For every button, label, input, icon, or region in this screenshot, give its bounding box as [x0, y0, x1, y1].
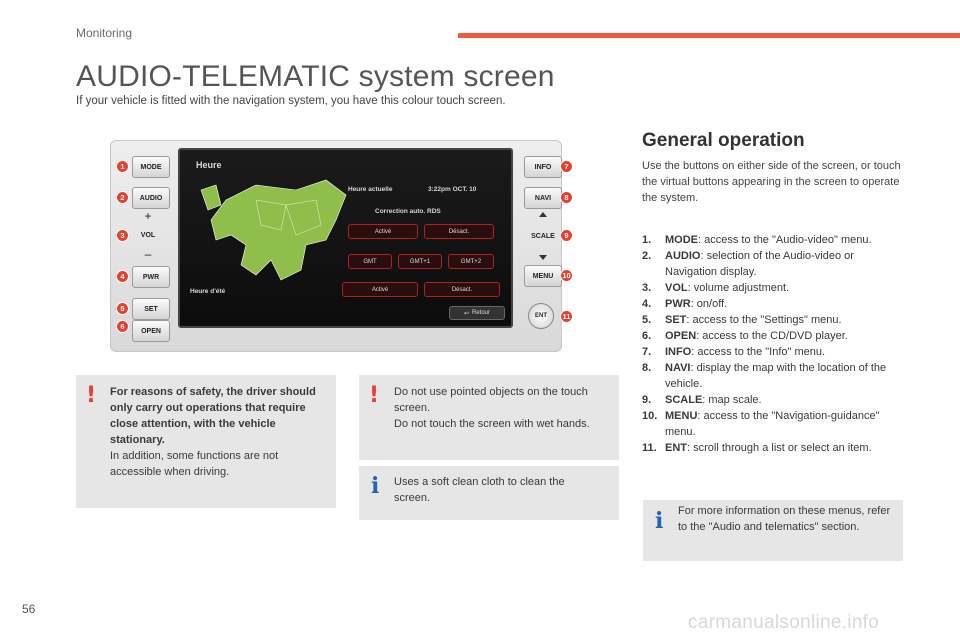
audio-button[interactable]: AUDIO — [132, 187, 170, 209]
set-button[interactable]: SET — [132, 298, 170, 320]
list-item: 3. VOL: volume adjustment. — [642, 282, 790, 294]
screen-row1-label: Heure actuelle — [348, 186, 393, 193]
cleaning-info-text: Uses a soft clean cloth to clean the screen. — [394, 476, 565, 504]
callout-badge: 6 — [116, 320, 129, 333]
cleaning-info-box — [359, 466, 619, 520]
screen-option-button[interactable]: Activé — [348, 224, 418, 239]
screen-option-button[interactable]: Désact. — [424, 282, 500, 297]
watermark: carmanualsonline.info — [688, 612, 880, 633]
list-item: 8. NAVI: display the map with the location of the vehicle. — [642, 362, 887, 390]
ent-knob[interactable]: ENT — [528, 303, 554, 329]
list-item: 2. AUDIO: selection of the Audio-video or Navigation display. — [642, 250, 854, 278]
callout-badge: 11 — [560, 310, 573, 323]
menu-button[interactable]: MENU — [524, 265, 562, 287]
screen-option-button[interactable]: GMT — [348, 254, 392, 269]
callout-badge: 1 — [116, 160, 129, 173]
scale-up-icon[interactable] — [539, 212, 547, 217]
header-accent-bar — [458, 33, 960, 38]
general-operation-heading: General operation — [642, 130, 805, 151]
info-icon: i — [371, 473, 380, 499]
screen-back-button[interactable] — [449, 306, 505, 320]
list-item: 9. SCALE: map scale. — [642, 394, 762, 406]
operation-list — [642, 232, 907, 456]
screen-option-button[interactable]: Activé — [342, 282, 418, 297]
list-item: 11. ENT: scroll through a list or select an item. — [642, 442, 872, 454]
safety-warning-text: In addition, some functions are not accessible when driving. — [110, 450, 279, 478]
vol-control[interactable] — [132, 210, 164, 260]
callout-badge: 4 — [116, 270, 129, 283]
europe-map-image — [186, 160, 351, 305]
vol-plus-icon[interactable]: + — [144, 209, 152, 223]
vol-minus-icon[interactable]: – — [144, 247, 152, 261]
screen-option-button[interactable]: GMT+1 — [398, 254, 442, 269]
scale-control[interactable] — [524, 212, 562, 260]
page-title: AUDIO-TELEMATIC system screen — [76, 60, 555, 93]
touch-warning-box — [359, 375, 619, 460]
warning-icon: ! — [86, 383, 97, 408]
list-item: 5. SET: access to the "Settings" menu. — [642, 314, 842, 326]
more-info-text: For more information on these menus, refer to the "Audio and telematics" section. — [678, 505, 891, 533]
callout-badge: 10 — [560, 269, 573, 282]
screen-back-label: Retour — [472, 310, 491, 316]
list-item: 10. MENU: access to the "Navigation-guidance" menu. — [642, 410, 880, 438]
callout-badge: 9 — [560, 229, 573, 242]
back-arrow-icon: ↩ — [463, 310, 469, 317]
callout-badge: 8 — [560, 191, 573, 204]
screen-option-button[interactable]: Désact. — [424, 224, 494, 239]
vol-label: VOL — [140, 231, 156, 239]
scale-label: SCALE — [531, 232, 555, 240]
general-operation-intro: Use the buttons on either side of the screen, or touch the virtual buttons appearing in the screen to operate the system. — [642, 160, 901, 204]
screen-option-button[interactable]: GMT+2 — [448, 254, 494, 269]
screen-row1-value: 3:22pm OCT. 10 — [428, 186, 477, 193]
section-name: Monitoring — [76, 26, 133, 40]
open-button[interactable]: OPEN — [132, 320, 170, 342]
screen-row4-label: Heure d'été — [190, 288, 226, 295]
callout-badge: 7 — [560, 160, 573, 173]
navi-button[interactable]: NAVI — [524, 187, 562, 209]
info-icon: i — [655, 508, 664, 534]
list-item: 1. MODE: access to the "Audio-video" menu. — [642, 234, 872, 246]
safety-warning-box — [76, 375, 336, 508]
callout-badge: 3 — [116, 229, 129, 242]
page-number: 56 — [22, 602, 36, 616]
screen-title: Heure — [196, 160, 222, 170]
touch-warning-line1: Do not use pointed objects on the touch screen. — [394, 386, 588, 414]
screen-row2-label: Correction auto. RDS — [375, 208, 441, 215]
list-item: 4. PWR: on/off. — [642, 298, 728, 310]
callout-badge: 5 — [116, 302, 129, 315]
page-subtitle: If your vehicle is fitted with the navigation system, you have this colour touch screen. — [76, 95, 506, 107]
mode-button[interactable]: MODE — [132, 156, 170, 178]
scale-down-icon[interactable] — [539, 255, 547, 260]
callout-badge: 2 — [116, 191, 129, 204]
pwr-button[interactable]: PWR — [132, 266, 170, 288]
info-button[interactable]: INFO — [524, 156, 562, 178]
safety-warning-bold: For reasons of safety, the driver should only carry out operations that require close attention, with the vehicle stationary. — [110, 386, 316, 446]
touch-screen[interactable] — [178, 148, 513, 328]
list-item: 6. OPEN: access to the CD/DVD player. — [642, 330, 848, 342]
list-item: 7. INFO: access to the "Info" menu. — [642, 346, 826, 358]
warning-icon: ! — [369, 383, 380, 408]
more-info-box — [643, 500, 903, 561]
touch-warning-line2: Do not touch the screen with wet hands. — [394, 418, 590, 430]
